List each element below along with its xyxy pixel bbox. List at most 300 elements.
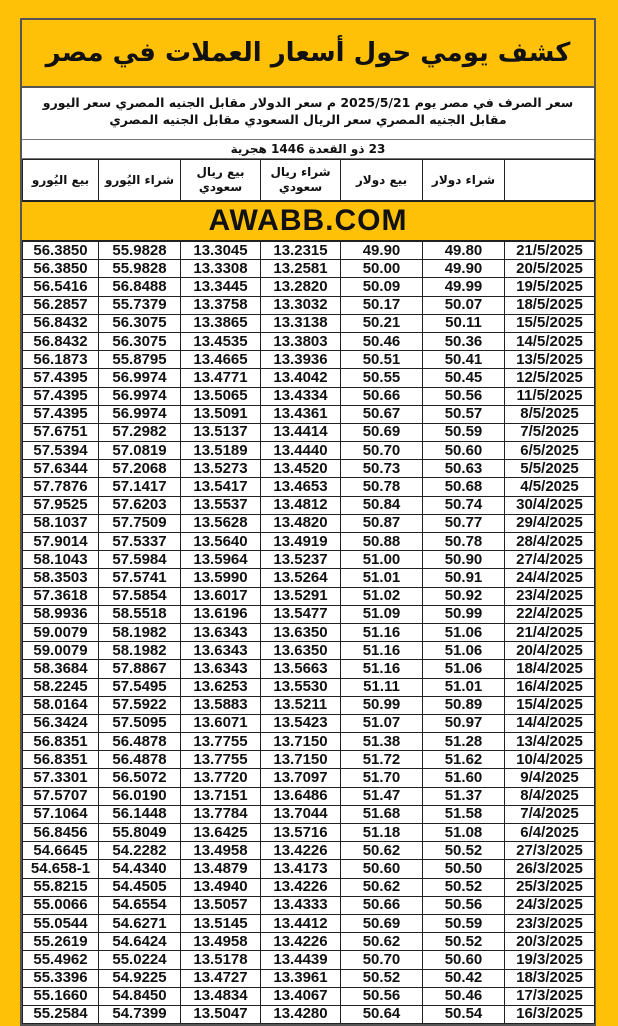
cell-euro-buy: 56.9974 (99, 369, 181, 387)
cell-riyal-sell: 13.6343 (181, 660, 261, 678)
cell-riyal-sell: 13.5273 (181, 460, 261, 478)
cell-dollar-sell: 50.60 (341, 860, 423, 878)
cell-euro-sell: 58.9936 (23, 605, 99, 623)
cell-euro-sell: 57.9525 (23, 496, 99, 514)
cell-date: 14/4/2025 (505, 714, 595, 732)
cell-euro-buy: 56.4878 (99, 751, 181, 769)
cell-euro-sell: 56.8351 (23, 733, 99, 751)
table-row (23, 296, 595, 314)
cell-riyal-sell: 13.5091 (181, 405, 261, 423)
cell-date: 27/3/2025 (505, 842, 595, 860)
cell-riyal-sell: 13.5065 (181, 387, 261, 405)
cell-dollar-buy: 50.74 (423, 496, 505, 514)
table-row (23, 587, 595, 605)
rates-sheet (20, 18, 596, 1026)
header-riyal-sell: بيع ريال سعودي (181, 160, 261, 201)
cell-euro-buy: 55.0224 (99, 951, 181, 969)
cell-euro-buy: 57.5854 (99, 587, 181, 605)
header-euro-sell: بيع اليُورو (23, 160, 99, 201)
cell-date: 16/3/2025 (505, 1005, 595, 1023)
header-row (23, 160, 595, 201)
cell-dollar-sell: 50.66 (341, 387, 423, 405)
cell-dollar-sell: 50.00 (341, 260, 423, 278)
cell-dollar-sell: 51.07 (341, 714, 423, 732)
cell-euro-sell: 57.9014 (23, 533, 99, 551)
cell-euro-sell: 55.0544 (23, 914, 99, 932)
cell-date: 5/5/2025 (505, 460, 595, 478)
cell-riyal-sell: 13.6425 (181, 824, 261, 842)
cell-euro-sell: 57.4395 (23, 369, 99, 387)
cell-euro-buy: 56.3075 (99, 332, 181, 350)
cell-date: 27/4/2025 (505, 551, 595, 569)
cell-dollar-sell: 50.70 (341, 951, 423, 969)
cell-dollar-sell: 50.69 (341, 423, 423, 441)
cell-euro-buy: 57.5337 (99, 533, 181, 551)
cell-riyal-buy: 13.2820 (261, 278, 341, 296)
cell-date: 18/4/2025 (505, 660, 595, 678)
cell-euro-buy: 55.8795 (99, 351, 181, 369)
cell-dollar-buy: 49.80 (423, 242, 505, 260)
table-row (23, 842, 595, 860)
cell-euro-sell: 55.8215 (23, 878, 99, 896)
table-row (23, 642, 595, 660)
cell-dollar-sell: 49.90 (341, 242, 423, 260)
cell-dollar-buy: 51.28 (423, 733, 505, 751)
table-row (23, 551, 595, 569)
table-row (23, 496, 595, 514)
cell-euro-sell: 57.1064 (23, 805, 99, 823)
cell-riyal-buy: 13.4520 (261, 460, 341, 478)
cell-euro-buy: 54.9225 (99, 969, 181, 987)
cell-euro-sell: 56.5416 (23, 278, 99, 296)
cell-dollar-buy: 51.01 (423, 678, 505, 696)
cell-dollar-sell: 51.70 (341, 769, 423, 787)
cell-euro-buy: 56.4878 (99, 733, 181, 751)
cell-riyal-sell: 13.4879 (181, 860, 261, 878)
cell-riyal-sell: 13.5640 (181, 533, 261, 551)
cell-riyal-buy: 13.4919 (261, 533, 341, 551)
cell-euro-buy: 57.5984 (99, 551, 181, 569)
cell-dollar-buy: 50.56 (423, 896, 505, 914)
cell-euro-sell: 58.1037 (23, 514, 99, 532)
cell-date: 8/4/2025 (505, 787, 595, 805)
cell-riyal-sell: 13.7720 (181, 769, 261, 787)
cell-euro-buy: 57.2982 (99, 423, 181, 441)
cell-dollar-sell: 50.62 (341, 933, 423, 951)
table-row (23, 260, 595, 278)
cell-dollar-sell: 50.09 (341, 278, 423, 296)
cell-dollar-sell: 50.70 (341, 442, 423, 460)
intro-text: سعر الصرف في مصر يوم 2025/5/21 م سعر الدولار مقابل الجنيه المصري سعر اليورو مقابل الجنيه المصري سعر الريال السعودي مقابل الجنيه المصري (22, 88, 594, 140)
cell-euro-buy: 56.8488 (99, 278, 181, 296)
cell-euro-sell: 54.658-1 (23, 860, 99, 878)
cell-dollar-buy: 51.60 (423, 769, 505, 787)
cell-riyal-buy: 13.7044 (261, 805, 341, 823)
hijri-date: 23 ذو القعدة 1446 هجرية (22, 140, 594, 159)
cell-riyal-sell: 13.6196 (181, 605, 261, 623)
cell-dollar-sell: 51.72 (341, 751, 423, 769)
table-row (23, 514, 595, 532)
cell-euro-sell: 59.0079 (23, 623, 99, 641)
cell-riyal-sell: 13.4958 (181, 933, 261, 951)
cell-riyal-buy: 13.4280 (261, 1005, 341, 1023)
cell-date: 6/5/2025 (505, 442, 595, 460)
cell-riyal-buy: 13.4042 (261, 369, 341, 387)
cell-euro-sell: 55.0066 (23, 896, 99, 914)
cell-euro-sell: 57.6751 (23, 423, 99, 441)
table-row (23, 751, 595, 769)
cell-riyal-buy: 13.3032 (261, 296, 341, 314)
cell-dollar-buy: 50.68 (423, 478, 505, 496)
cell-dollar-buy: 50.36 (423, 332, 505, 350)
cell-riyal-buy: 13.7097 (261, 769, 341, 787)
cell-riyal-sell: 13.4665 (181, 351, 261, 369)
table-row (23, 387, 595, 405)
cell-euro-buy: 55.7379 (99, 296, 181, 314)
table-row (23, 860, 595, 878)
cell-date: 25/3/2025 (505, 878, 595, 896)
table-row (23, 896, 595, 914)
cell-dollar-buy: 50.60 (423, 951, 505, 969)
cell-dollar-buy: 49.90 (423, 260, 505, 278)
cell-date: 7/5/2025 (505, 423, 595, 441)
cell-riyal-sell: 13.6071 (181, 714, 261, 732)
header-riyal-buy: شراء ريال سعودي (261, 160, 341, 201)
cell-date: 24/4/2025 (505, 569, 595, 587)
cell-euro-sell: 56.8432 (23, 314, 99, 332)
cell-riyal-sell: 13.4727 (181, 969, 261, 987)
cell-riyal-sell: 13.5057 (181, 896, 261, 914)
cell-euro-sell: 58.0164 (23, 696, 99, 714)
cell-date: 28/4/2025 (505, 533, 595, 551)
table-row (23, 623, 595, 641)
cell-euro-buy: 56.0190 (99, 787, 181, 805)
cell-riyal-sell: 13.6017 (181, 587, 261, 605)
cell-riyal-sell: 13.5537 (181, 496, 261, 514)
cell-dollar-sell: 50.73 (341, 460, 423, 478)
cell-euro-sell: 57.5707 (23, 787, 99, 805)
cell-dollar-sell: 51.16 (341, 642, 423, 660)
cell-riyal-buy: 13.4412 (261, 914, 341, 932)
cell-dollar-buy: 51.62 (423, 751, 505, 769)
cell-date: 19/5/2025 (505, 278, 595, 296)
cell-dollar-buy: 50.97 (423, 714, 505, 732)
cell-riyal-sell: 13.5417 (181, 478, 261, 496)
cell-euro-sell: 57.6344 (23, 460, 99, 478)
cell-riyal-buy: 13.4812 (261, 496, 341, 514)
cell-dollar-buy: 51.37 (423, 787, 505, 805)
table-row (23, 805, 595, 823)
cell-date: 26/3/2025 (505, 860, 595, 878)
cell-dollar-sell: 50.67 (341, 405, 423, 423)
cell-dollar-sell: 51.68 (341, 805, 423, 823)
cell-riyal-sell: 13.7755 (181, 751, 261, 769)
cell-riyal-buy: 13.4226 (261, 842, 341, 860)
cell-euro-buy: 56.5072 (99, 769, 181, 787)
cell-dollar-buy: 50.89 (423, 696, 505, 714)
cell-euro-sell: 57.4395 (23, 405, 99, 423)
cell-euro-buy: 57.5495 (99, 678, 181, 696)
cell-dollar-sell: 50.62 (341, 842, 423, 860)
cell-dollar-buy: 51.58 (423, 805, 505, 823)
cell-dollar-sell: 51.16 (341, 660, 423, 678)
cell-dollar-sell: 51.09 (341, 605, 423, 623)
cell-euro-buy: 54.6424 (99, 933, 181, 951)
cell-riyal-buy: 13.4067 (261, 987, 341, 1005)
cell-riyal-buy: 13.3138 (261, 314, 341, 332)
cell-euro-sell: 55.4962 (23, 951, 99, 969)
cell-euro-buy: 57.5922 (99, 696, 181, 714)
cell-euro-buy: 57.6203 (99, 496, 181, 514)
cell-euro-sell: 56.1873 (23, 351, 99, 369)
cell-date: 18/5/2025 (505, 296, 595, 314)
cell-euro-buy: 57.2068 (99, 460, 181, 478)
cell-euro-sell: 56.8432 (23, 332, 99, 350)
cell-date: 12/5/2025 (505, 369, 595, 387)
cell-euro-sell: 56.3850 (23, 260, 99, 278)
cell-date: 18/3/2025 (505, 969, 595, 987)
cell-dollar-sell: 51.47 (341, 787, 423, 805)
cell-dollar-buy: 50.41 (423, 351, 505, 369)
cell-euro-buy: 54.6554 (99, 896, 181, 914)
cell-euro-sell: 58.1043 (23, 551, 99, 569)
cell-euro-buy: 58.1982 (99, 642, 181, 660)
table-row (23, 714, 595, 732)
cell-riyal-sell: 13.5145 (181, 914, 261, 932)
cell-riyal-buy: 13.5716 (261, 824, 341, 842)
cell-riyal-buy: 13.7150 (261, 733, 341, 751)
cell-riyal-buy: 13.5237 (261, 551, 341, 569)
cell-dollar-buy: 50.46 (423, 987, 505, 1005)
cell-date: 20/3/2025 (505, 933, 595, 951)
cell-dollar-sell: 51.01 (341, 569, 423, 587)
cell-dollar-buy: 50.99 (423, 605, 505, 623)
cell-dollar-sell: 50.55 (341, 369, 423, 387)
cell-riyal-sell: 13.3445 (181, 278, 261, 296)
cell-dollar-buy: 50.42 (423, 969, 505, 987)
page-title: كشف يومي حول أسعار العملات في مصر (22, 20, 594, 88)
cell-euro-sell: 56.8456 (23, 824, 99, 842)
cell-date: 23/4/2025 (505, 587, 595, 605)
cell-date: 6/4/2025 (505, 824, 595, 842)
cell-date: 17/3/2025 (505, 987, 595, 1005)
cell-riyal-sell: 13.5047 (181, 1005, 261, 1023)
cell-riyal-buy: 13.7150 (261, 751, 341, 769)
cell-riyal-sell: 13.5178 (181, 951, 261, 969)
cell-dollar-buy: 50.45 (423, 369, 505, 387)
header-dollar-sell: بيع دولار (341, 160, 423, 201)
cell-euro-buy: 56.9974 (99, 405, 181, 423)
cell-date: 7/4/2025 (505, 805, 595, 823)
cell-date: 15/5/2025 (505, 314, 595, 332)
cell-riyal-sell: 13.5990 (181, 569, 261, 587)
cell-dollar-sell: 50.51 (341, 351, 423, 369)
cell-riyal-sell: 13.7755 (181, 733, 261, 751)
cell-euro-sell: 57.3301 (23, 769, 99, 787)
cell-euro-buy: 58.5518 (99, 605, 181, 623)
cell-riyal-sell: 13.5137 (181, 423, 261, 441)
cell-euro-buy: 57.5095 (99, 714, 181, 732)
cell-riyal-buy: 13.4333 (261, 896, 341, 914)
cell-dollar-buy: 50.11 (423, 314, 505, 332)
cell-riyal-buy: 13.6350 (261, 623, 341, 641)
cell-euro-sell: 59.0079 (23, 642, 99, 660)
cell-riyal-buy: 13.3803 (261, 332, 341, 350)
cell-riyal-sell: 13.6343 (181, 642, 261, 660)
cell-dollar-sell: 50.78 (341, 478, 423, 496)
table-row (23, 987, 595, 1005)
cell-riyal-sell: 13.5883 (181, 696, 261, 714)
cell-euro-buy: 54.2282 (99, 842, 181, 860)
cell-riyal-sell: 13.6343 (181, 623, 261, 641)
cell-dollar-sell: 50.46 (341, 332, 423, 350)
cell-riyal-buy: 13.5211 (261, 696, 341, 714)
cell-euro-sell: 55.1660 (23, 987, 99, 1005)
header-euro-buy: شراء اليُورو (99, 160, 181, 201)
cell-riyal-sell: 13.4834 (181, 987, 261, 1005)
cell-dollar-sell: 51.11 (341, 678, 423, 696)
cell-euro-buy: 57.5741 (99, 569, 181, 587)
table-row (23, 969, 595, 987)
cell-riyal-buy: 13.5423 (261, 714, 341, 732)
cell-riyal-buy: 13.4440 (261, 442, 341, 460)
cell-dollar-buy: 50.59 (423, 423, 505, 441)
cell-dollar-sell: 50.66 (341, 896, 423, 914)
cell-euro-buy: 55.9828 (99, 242, 181, 260)
table-row (23, 605, 595, 623)
cell-dollar-buy: 50.07 (423, 296, 505, 314)
table-row (23, 442, 595, 460)
cell-date: 13/5/2025 (505, 351, 595, 369)
cell-euro-buy: 54.7399 (99, 1005, 181, 1023)
cell-riyal-buy: 13.6486 (261, 787, 341, 805)
cell-riyal-buy: 13.4653 (261, 478, 341, 496)
cell-euro-buy: 54.4505 (99, 878, 181, 896)
cell-dollar-buy: 49.99 (423, 278, 505, 296)
cell-euro-buy: 57.7509 (99, 514, 181, 532)
cell-dollar-sell: 50.87 (341, 514, 423, 532)
cell-date: 4/5/2025 (505, 478, 595, 496)
cell-euro-buy: 57.8867 (99, 660, 181, 678)
cell-euro-sell: 57.3618 (23, 587, 99, 605)
cell-date: 13/4/2025 (505, 733, 595, 751)
cell-euro-sell: 56.8351 (23, 751, 99, 769)
brand-banner: AWABB.COM (22, 201, 594, 241)
table-row (23, 933, 595, 951)
header-date (505, 160, 595, 201)
cell-riyal-sell: 13.7784 (181, 805, 261, 823)
table-row (23, 1005, 595, 1023)
cell-dollar-sell: 51.16 (341, 623, 423, 641)
cell-date: 24/3/2025 (505, 896, 595, 914)
cell-dollar-buy: 50.91 (423, 569, 505, 587)
cell-riyal-buy: 13.2315 (261, 242, 341, 260)
cell-euro-sell: 58.2245 (23, 678, 99, 696)
cell-riyal-sell: 13.3308 (181, 260, 261, 278)
table-row (23, 242, 595, 260)
table-row (23, 351, 595, 369)
cell-date: 23/3/2025 (505, 914, 595, 932)
cell-euro-sell: 56.3850 (23, 242, 99, 260)
cell-dollar-sell: 50.99 (341, 696, 423, 714)
cell-euro-sell: 55.2584 (23, 1005, 99, 1023)
table-row (23, 733, 595, 751)
cell-riyal-sell: 13.4771 (181, 369, 261, 387)
table-row (23, 460, 595, 478)
table-row (23, 787, 595, 805)
cell-riyal-sell: 13.5189 (181, 442, 261, 460)
table-row (23, 314, 595, 332)
table-row (23, 878, 595, 896)
table-row (23, 951, 595, 969)
cell-riyal-buy: 13.4439 (261, 951, 341, 969)
cell-dollar-buy: 51.06 (423, 660, 505, 678)
cell-date: 20/5/2025 (505, 260, 595, 278)
cell-dollar-sell: 50.56 (341, 987, 423, 1005)
cell-riyal-buy: 13.5663 (261, 660, 341, 678)
cell-euro-buy: 54.8450 (99, 987, 181, 1005)
cell-dollar-buy: 50.52 (423, 878, 505, 896)
rates-table-body (23, 242, 595, 1024)
cell-euro-buy: 57.1417 (99, 478, 181, 496)
cell-date: 21/4/2025 (505, 623, 595, 641)
table-row (23, 696, 595, 714)
cell-riyal-buy: 13.5477 (261, 605, 341, 623)
cell-riyal-buy: 13.4361 (261, 405, 341, 423)
cell-riyal-sell: 13.5628 (181, 514, 261, 532)
cell-date: 8/5/2025 (505, 405, 595, 423)
table-row (23, 369, 595, 387)
cell-riyal-buy: 13.6350 (261, 642, 341, 660)
cell-dollar-buy: 50.92 (423, 587, 505, 605)
cell-date: 19/3/2025 (505, 951, 595, 969)
cell-riyal-sell: 13.3758 (181, 296, 261, 314)
cell-riyal-buy: 13.3936 (261, 351, 341, 369)
cell-dollar-sell: 50.62 (341, 878, 423, 896)
cell-dollar-sell: 50.64 (341, 1005, 423, 1023)
table-row (23, 278, 595, 296)
cell-date: 21/5/2025 (505, 242, 595, 260)
cell-dollar-buy: 50.56 (423, 387, 505, 405)
cell-date: 10/4/2025 (505, 751, 595, 769)
cell-dollar-buy: 50.78 (423, 533, 505, 551)
cell-riyal-buy: 13.4226 (261, 933, 341, 951)
table-row (23, 678, 595, 696)
cell-dollar-buy: 50.77 (423, 514, 505, 532)
cell-dollar-buy: 51.06 (423, 623, 505, 641)
cell-dollar-sell: 50.88 (341, 533, 423, 551)
cell-riyal-sell: 13.4958 (181, 842, 261, 860)
cell-date: 29/4/2025 (505, 514, 595, 532)
table-row (23, 660, 595, 678)
cell-date: 15/4/2025 (505, 696, 595, 714)
cell-euro-sell: 58.3684 (23, 660, 99, 678)
table-row (23, 533, 595, 551)
cell-riyal-buy: 13.4334 (261, 387, 341, 405)
rates-table (22, 241, 595, 1024)
cell-euro-buy: 54.6271 (99, 914, 181, 932)
table-row (23, 478, 595, 496)
cell-dollar-buy: 50.52 (423, 842, 505, 860)
cell-dollar-sell: 51.02 (341, 587, 423, 605)
cell-date: 20/4/2025 (505, 642, 595, 660)
cell-date: 14/5/2025 (505, 332, 595, 350)
cell-euro-buy: 56.1448 (99, 805, 181, 823)
table-row (23, 423, 595, 441)
cell-euro-sell: 54.6645 (23, 842, 99, 860)
rates-header-table (22, 159, 595, 201)
cell-riyal-buy: 13.4226 (261, 878, 341, 896)
